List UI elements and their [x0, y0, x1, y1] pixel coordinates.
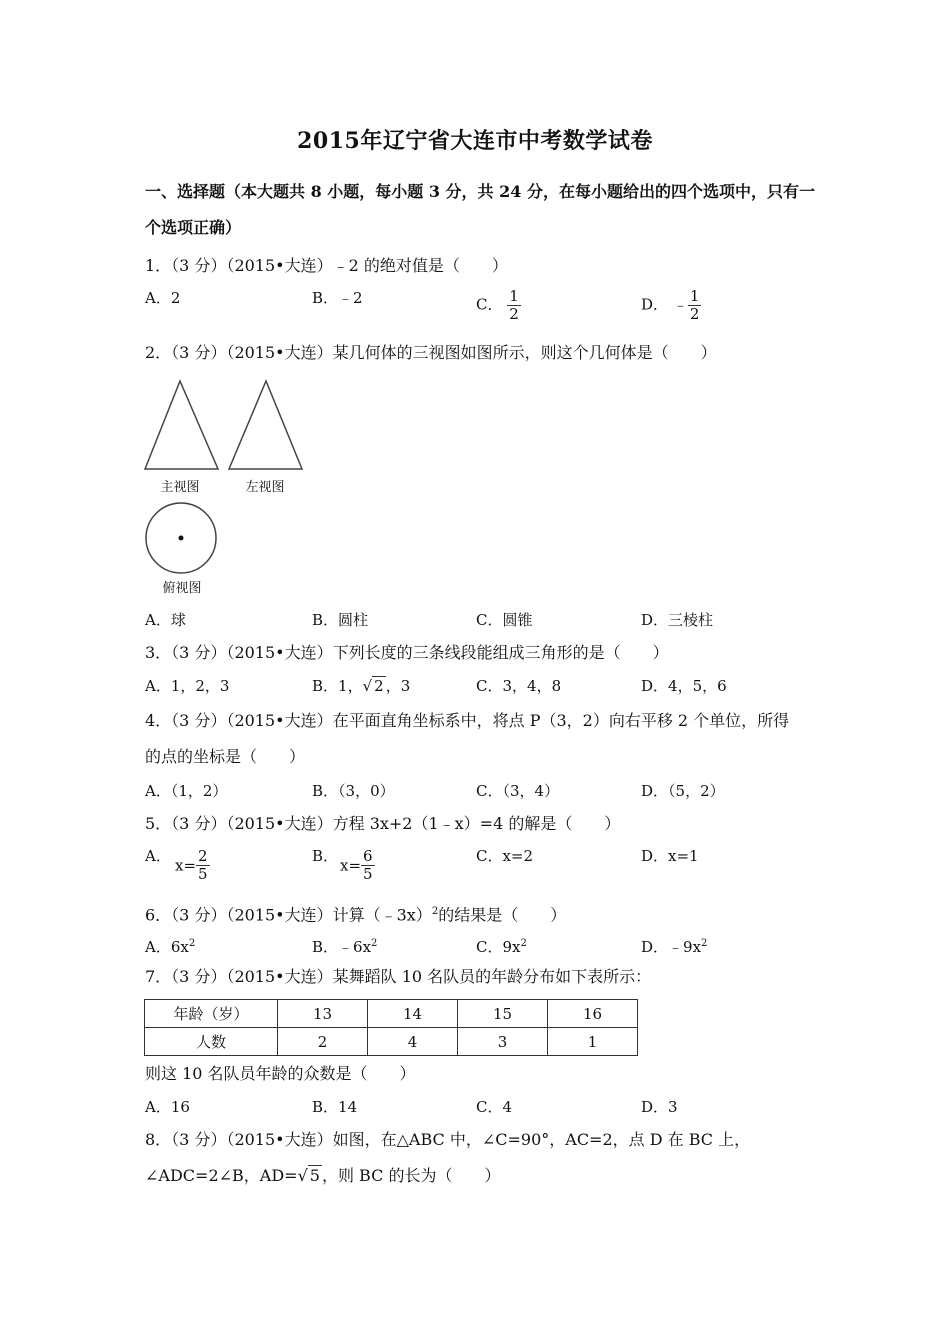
question-4-stem-line2: 的点的坐标是（ ）: [145, 747, 306, 766]
table-cell: 14: [368, 1000, 458, 1028]
question-7-stem-line2: 则这 10 名队员年龄的众数是（ ）: [145, 1064, 416, 1083]
section-heading: 一、选择题（本大题共 8 小题，每小题 3 分，共 24 分，在每小题给出的四个选项中，只有一个选项正确）: [145, 182, 815, 237]
table-cell: 4: [368, 1028, 458, 1056]
question-8-stem-line1: 8．（3 分）（2015•大连）如图，在△ABC 中，∠C=90°，AC=2，点 D 在 BC 上，: [145, 1130, 751, 1149]
question-2-stem: 2．（3 分）（2015•大连）某几何体的三视图如图所示，则这个几何体是（ ）: [145, 343, 717, 362]
q1-option-b: B．﹣2: [312, 289, 363, 307]
question-6-stem: 6．（3 分）（2015•大连）计算（﹣3x）$^2$的结果是（ ）: [145, 905, 567, 925]
q5-option-c: C．x=2: [476, 847, 534, 865]
fraction: $\frac{1}{2}$: [509, 287, 519, 323]
table-cell: 16: [548, 1000, 638, 1028]
q2-option-b: B．圆柱: [312, 611, 369, 629]
question-1-stem: 1．（3 分）（2015•大连）﹣2 的绝对值是（ ）: [145, 256, 508, 275]
left-view-label: 左视图: [245, 480, 285, 495]
q5-option-a: A．: [145, 847, 171, 865]
q1-option-a: A．2: [145, 289, 181, 307]
q6-option-c: C．$9x^2$: [476, 938, 527, 956]
q5-option-b: B．: [312, 847, 339, 865]
age-table: [144, 999, 638, 1056]
table-cell: 人数: [145, 1028, 278, 1056]
q7-option-b: B．14: [312, 1098, 358, 1116]
q4-option-d: D．（5，2）: [641, 782, 725, 800]
q3-option-c: C．3，4，8: [476, 677, 562, 695]
q7-option-d: D．3: [641, 1098, 678, 1116]
q5-option-a-value: x= $\frac{2}{5}$: [175, 847, 208, 883]
q4-option-c: C．（3，4）: [476, 782, 560, 800]
fraction: $\frac{6}{5}$: [363, 847, 373, 883]
top-view-label: 俯视图: [162, 581, 202, 596]
table-cell: 15: [458, 1000, 548, 1028]
q7-option-a: A．16: [145, 1098, 190, 1116]
question-5-stem: 5．（3 分）（2015•大连）方程 3x+2（1﹣x）=4 的解是（ ）: [145, 814, 621, 833]
q6-option-b: B．$﹣6x^2$: [312, 938, 378, 956]
q2-option-c: C．圆锥: [476, 611, 533, 629]
q4-option-b: B．（3，0）: [312, 782, 395, 800]
table-cell: 3: [458, 1028, 548, 1056]
fraction: $\frac{1}{2}$: [689, 287, 700, 323]
q6-option-d: D．$﹣9x^2$: [641, 938, 708, 956]
question-3-stem: 3．（3 分）（2015•大连）下列长度的三条线段能组成三角形的是（ ）: [145, 643, 669, 662]
front-view-label: 主视图: [160, 480, 200, 495]
q5-option-d: D．x=1: [641, 847, 699, 865]
question-4-stem-line1: 4．（3 分）（2015•大连）在平面直角坐标系中，将点 P（3，2）向右平移 2 个单位，所得: [145, 711, 790, 730]
q1-option-c: C． $\frac{1}{2}$: [476, 287, 519, 323]
sqrt: √ 5: [297, 1166, 320, 1185]
q5-option-b-value: x= $\frac{6}{5}$: [340, 847, 373, 883]
table-cell: 13: [278, 1000, 368, 1028]
front-view-triangle: [145, 381, 218, 469]
question-7-stem: 7．（3 分）（2015•大连）某舞蹈队 10 名队员的年龄分布如下表所示：: [145, 967, 652, 986]
q2-option-d: D．三棱柱: [641, 611, 714, 629]
fraction: $\frac{2}{5}$: [198, 847, 208, 883]
q3-option-d: D．4，5，6: [641, 677, 727, 695]
q2-option-a: A．球: [145, 611, 186, 629]
table-cell: 1: [548, 1028, 638, 1056]
q6-option-a: A．$6x^2$: [145, 938, 196, 956]
q1-option-d: D． ﹣ $\frac{1}{2}$: [641, 287, 700, 323]
left-view-triangle: [229, 381, 302, 469]
sqrt: √ 2: [362, 677, 384, 695]
q4-option-a: A．（1，2）: [145, 782, 228, 800]
table-cell: 年龄（岁）: [145, 1000, 278, 1028]
top-view-center-dot: [179, 536, 184, 541]
table-cell: 2: [278, 1028, 368, 1056]
question-8-stem-line2: ∠ADC=2∠B，AD=√ 5 ，则 BC 的长为（ ）: [145, 1166, 501, 1185]
table-row: [145, 1000, 638, 1028]
q3-option-b: B．1，√ 2 ，3: [312, 677, 411, 695]
q7-option-c: C．4: [476, 1098, 513, 1116]
q3-option-a: A．1，2，3: [145, 677, 230, 695]
page-title: 2015年辽宁省大连市中考数学试卷: [297, 128, 653, 154]
table-row: [145, 1028, 638, 1056]
